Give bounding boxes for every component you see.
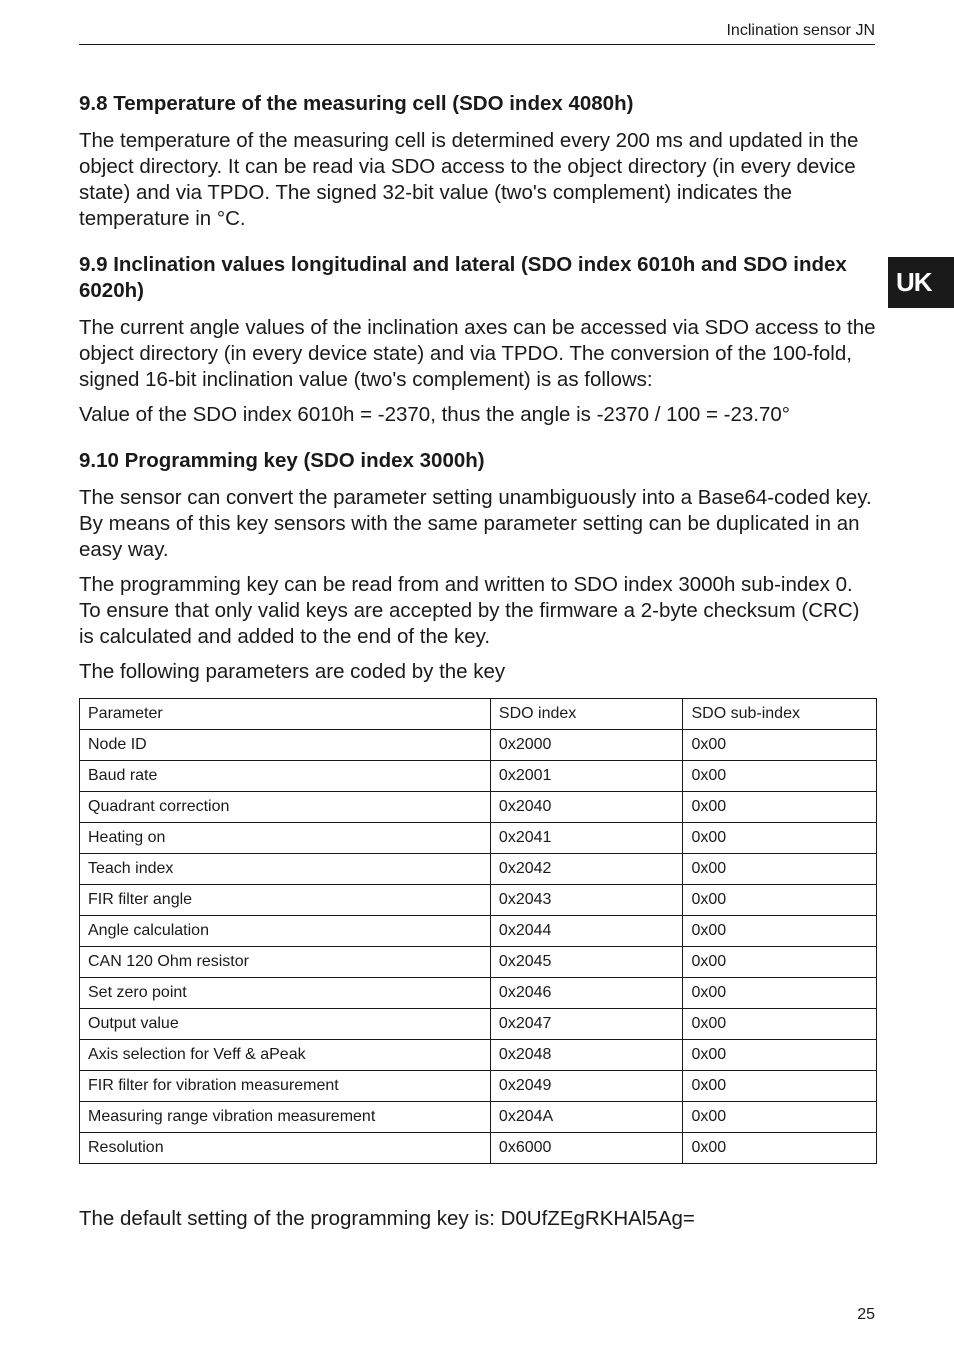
header-cell-parameter: Parameter — [80, 699, 491, 730]
cell-parameter: Heating on — [80, 823, 491, 854]
table-row — [80, 1009, 877, 1040]
table-row — [80, 854, 877, 885]
header-cell-sdo-sub-index: SDO sub-index — [683, 699, 877, 730]
cell-parameter: Angle calculation — [80, 916, 491, 947]
section-9-9-example: Value of the SDO index 6010h = -2370, thus the angle is -2370 / 100 = -23.70° — [79, 403, 791, 426]
cell-sdo-sub-index: 0x00 — [683, 978, 877, 1009]
cell-parameter: Node ID — [80, 730, 491, 761]
parameter-table — [79, 698, 877, 1164]
section-9-9-body: The current angle values of the inclination axes can be accessed via SDO access to the object directory (in every device state) and via TPDO. The conversion of the 100-fold, signed 16-bit inclination value (two's complement) is as follows: — [79, 316, 876, 391]
table-row — [80, 978, 877, 1009]
page-number: 25 — [857, 1306, 875, 1323]
cell-sdo-sub-index: 0x00 — [683, 1071, 877, 1102]
page-header — [79, 20, 875, 45]
cell-sdo-index: 0x2043 — [490, 885, 683, 916]
cell-sdo-index: 0x2000 — [490, 730, 683, 761]
table-row — [80, 761, 877, 792]
table-row — [80, 1040, 877, 1071]
cell-parameter: Set zero point — [80, 978, 491, 1009]
table-row — [80, 823, 877, 854]
cell-parameter: FIR filter for vibration measurement — [80, 1071, 491, 1102]
section-9-10-heading: 9.10 Programming key (SDO index 3000h) — [79, 449, 485, 472]
cell-sdo-sub-index: 0x00 — [683, 823, 877, 854]
table-intro: The following parameters are coded by the key — [79, 660, 506, 683]
table-row — [80, 1102, 877, 1133]
table-row — [80, 947, 877, 978]
cell-sdo-index: 0x2041 — [490, 823, 683, 854]
cell-parameter: Measuring range vibration measurement — [80, 1102, 491, 1133]
cell-sdo-index: 0x2042 — [490, 854, 683, 885]
table-row — [80, 1133, 877, 1164]
cell-sdo-sub-index: 0x00 — [683, 885, 877, 916]
cell-sdo-index: 0x2044 — [490, 916, 683, 947]
cell-sdo-sub-index: 0x00 — [683, 761, 877, 792]
section-9-8-body: The temperature of the measuring cell is determined every 200 ms and updated in the object directory. It can be read via SDO access to the object directory (in every device state) and via TPDO. The signed 32-bit value (two's complement) indicates the temperature in °C. — [79, 129, 859, 230]
cell-sdo-index: 0x2001 — [490, 761, 683, 792]
cell-sdo-sub-index: 0x00 — [683, 1102, 877, 1133]
section-9-9-heading: 9.9 Inclination values longitudinal and lateral (SDO index 6010h and SDO index 6020h) — [79, 253, 847, 302]
cell-sdo-index: 0x2040 — [490, 792, 683, 823]
cell-sdo-sub-index: 0x00 — [683, 1040, 877, 1071]
cell-sdo-index: 0x204A — [490, 1102, 683, 1133]
cell-parameter: FIR filter angle — [80, 885, 491, 916]
cell-sdo-index: 0x2046 — [490, 978, 683, 1009]
default-key-text: The default setting of the programming key is: D0UfZEgRKHAl5Ag= — [79, 1207, 695, 1230]
table-row — [80, 885, 877, 916]
document-title: Inclination sensor JN — [726, 22, 875, 39]
section-9-10-body-1: The sensor can convert the parameter setting unambiguously into a Base64-coded key. By means of this key sensors with the same parameter setting can be duplicated in an easy way. — [79, 486, 872, 561]
cell-sdo-index: 0x2049 — [490, 1071, 683, 1102]
section-9-8-heading: 9.8 Temperature of the measuring cell (SDO index 4080h) — [79, 92, 634, 115]
language-tab: UK — [888, 257, 954, 308]
cell-parameter: Output value — [80, 1009, 491, 1040]
table-row — [80, 792, 877, 823]
cell-sdo-sub-index: 0x00 — [683, 947, 877, 978]
table-row — [80, 730, 877, 761]
cell-sdo-sub-index: 0x00 — [683, 1133, 877, 1164]
cell-sdo-index: 0x2045 — [490, 947, 683, 978]
cell-parameter: Quadrant correction — [80, 792, 491, 823]
table-header-row — [80, 699, 877, 730]
page-content — [79, 91, 877, 1232]
header-cell-sdo-index: SDO index — [490, 699, 683, 730]
cell-sdo-sub-index: 0x00 — [683, 792, 877, 823]
cell-parameter: Teach index — [80, 854, 491, 885]
cell-parameter: Axis selection for Veff & aPeak — [80, 1040, 491, 1071]
cell-sdo-index: 0x2048 — [490, 1040, 683, 1071]
cell-parameter: Baud rate — [80, 761, 491, 792]
cell-sdo-sub-index: 0x00 — [683, 854, 877, 885]
table-row — [80, 1071, 877, 1102]
cell-sdo-sub-index: 0x00 — [683, 730, 877, 761]
cell-sdo-sub-index: 0x00 — [683, 1009, 877, 1040]
cell-sdo-sub-index: 0x00 — [683, 916, 877, 947]
cell-parameter: CAN 120 Ohm resistor — [80, 947, 491, 978]
cell-sdo-index: 0x6000 — [490, 1133, 683, 1164]
table-row — [80, 916, 877, 947]
cell-sdo-index: 0x2047 — [490, 1009, 683, 1040]
section-9-10-body-2: The programming key can be read from and written to SDO index 3000h sub-index 0. To ensure that only valid keys are accepted by the firmware a 2-byte checksum (CRC) is calculated and added to the end of the key. — [79, 573, 860, 648]
cell-parameter: Resolution — [80, 1133, 491, 1164]
